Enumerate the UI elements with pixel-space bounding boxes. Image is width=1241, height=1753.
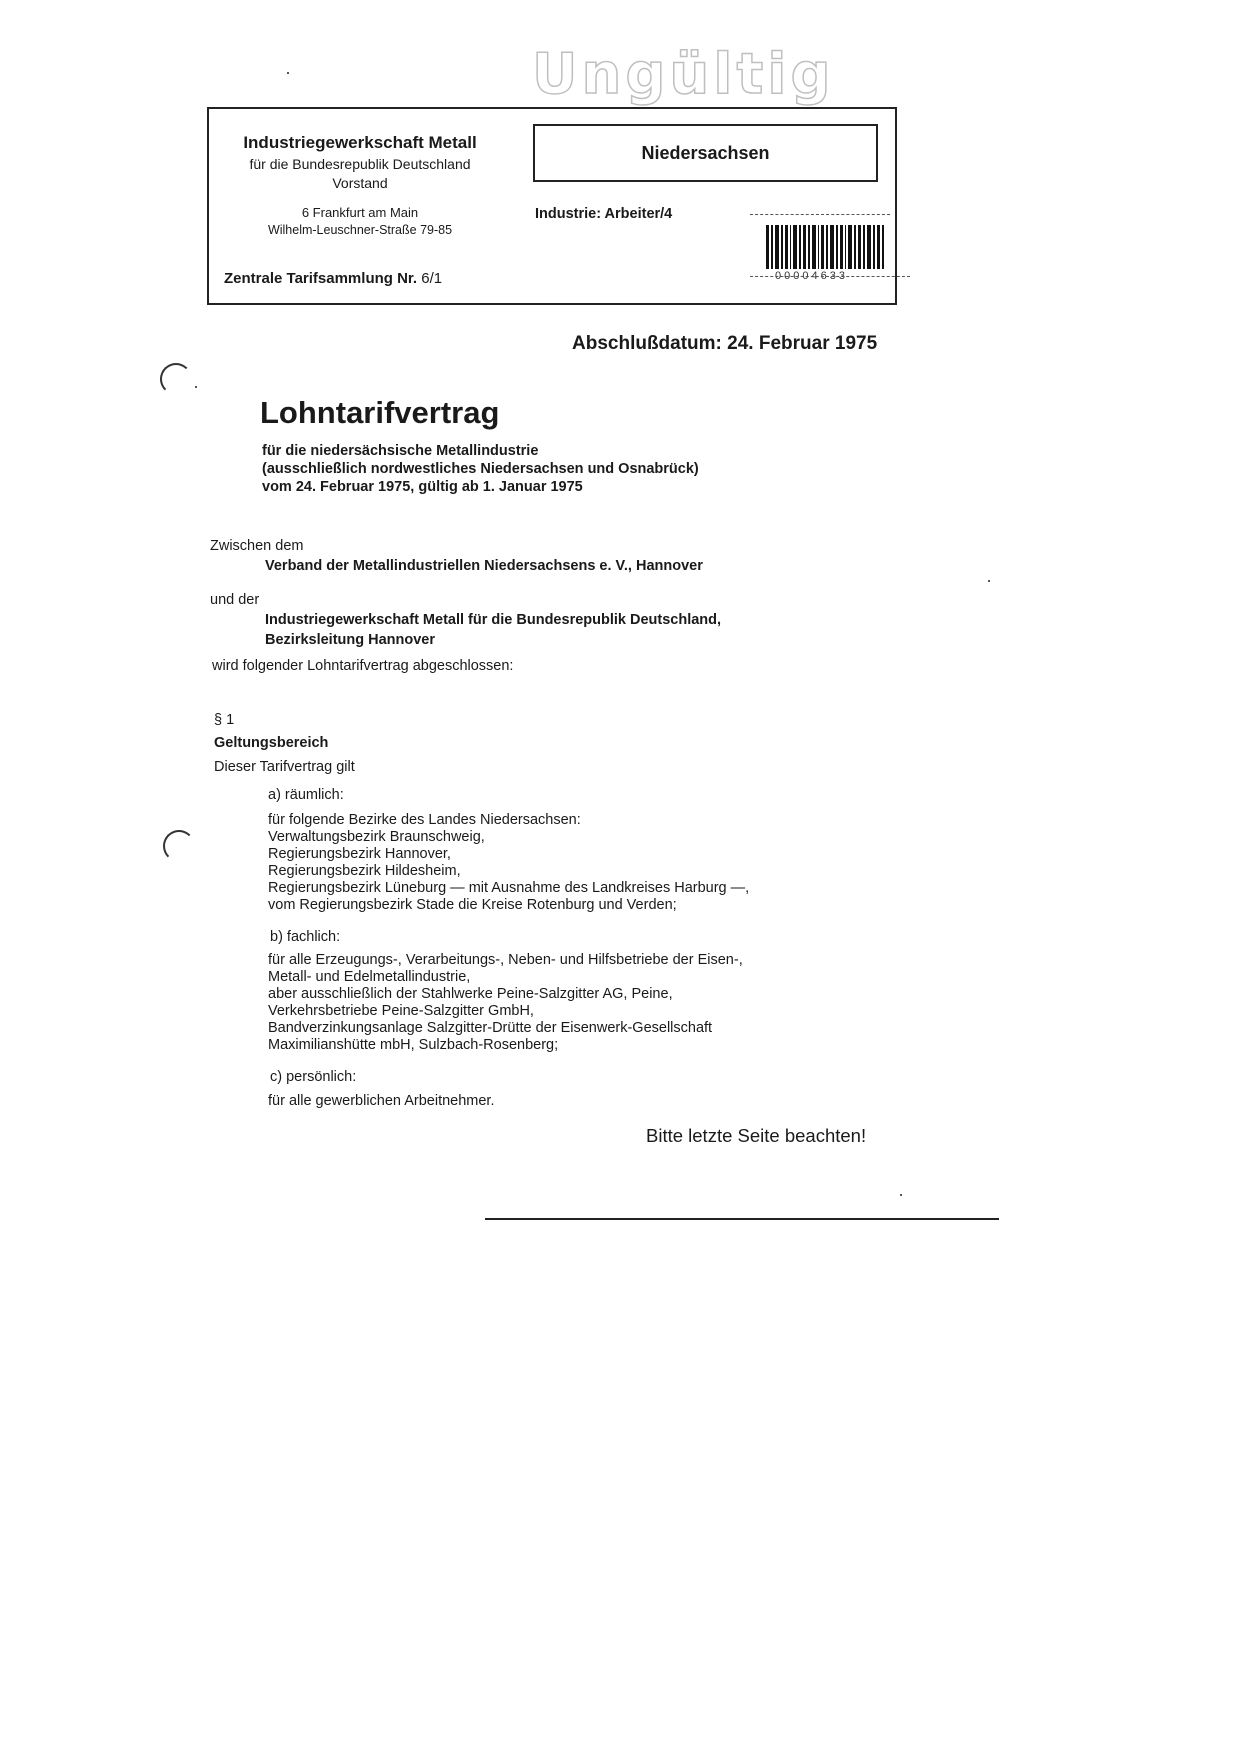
clause-a-body: [268, 812, 749, 914]
region-label: Niedersachsen: [641, 142, 770, 163]
subtitle-line: (ausschließlich nordwestliches Niedersachsen und Osnabrück): [262, 461, 699, 477]
clause-line: Verkehrsbetriebe Peine-Salzgitter GmbH,: [268, 1003, 534, 1019]
verband-name: Verband der Metallindustriellen Niedersachsens e. V., Hannover: [265, 558, 703, 574]
punch-hole-icon: [160, 363, 192, 395]
dashed-rule-top: [750, 214, 890, 215]
region-box: [533, 124, 878, 182]
abschluss-datum: Abschlußdatum: 24. Februar 1975: [572, 333, 878, 354]
clause-line: aber ausschließlich der Stahlwerke Peine-Salzgitter AG, Peine,: [268, 986, 673, 1002]
tarif-sammlung: [224, 270, 442, 287]
barcode-icon: [766, 225, 884, 269]
clause-line: für alle Erzeugungs-, Verarbeitungs-, Neben- und Hilfsbetriebe der Eisen-,: [268, 952, 743, 968]
clause-line: Regierungsbezirk Hannover,: [268, 846, 451, 862]
speck: [900, 1194, 902, 1196]
und-der-label: und der: [210, 592, 260, 608]
document-title: Lohntarifvertrag: [260, 395, 500, 430]
punch-hole-icon: [163, 830, 195, 862]
clause-line: für alle gewerblichen Arbeitnehmer.: [268, 1093, 495, 1109]
speck: [287, 72, 289, 74]
igm-line-1: Industriegewerkschaft Metall für die Bundesrepublik Deutschland,: [265, 612, 722, 628]
speck: [988, 580, 990, 582]
igm-line-2: Bezirksleitung Hannover: [265, 632, 436, 648]
abgeschlossen-text: wird folgender Lohntarifvertrag abgeschlossen:: [212, 658, 514, 674]
tarif-number: 6/1: [421, 270, 443, 287]
clause-line: vom Regierungsbezirk Stade die Kreise Rotenburg und Verden;: [268, 897, 677, 913]
clause-line: Regierungsbezirk Hildesheim,: [268, 863, 461, 879]
clause-b-label: b) fachlich:: [270, 929, 341, 945]
clause-line: Metall- und Edelmetallindustrie,: [268, 969, 471, 985]
org-name: Industriegewerkschaft Metall: [243, 133, 477, 152]
industrie-label: Industrie: Arbeiter/4: [535, 206, 673, 222]
clause-a-label: a) räumlich:: [268, 787, 344, 803]
subtitle-line: für die niedersächsische Metallindustrie: [262, 443, 539, 459]
header-box-tick: [895, 270, 897, 298]
section-heading: Geltungsbereich: [214, 735, 329, 751]
zwischen-label: Zwischen dem: [210, 538, 304, 554]
dashed-rule-bottom: [750, 276, 910, 277]
footer-note: Bitte letzte Seite beachten!: [646, 1125, 867, 1146]
clause-line: Regierungsbezirk Lüneburg — mit Ausnahme des Landkreises Harburg —,: [268, 880, 750, 896]
document-subtitle: [262, 442, 699, 496]
org-line-2: Vorstand: [332, 175, 388, 191]
ungueltig-stamp: Ungültig: [532, 42, 835, 107]
section-intro: Dieser Tarifvertrag gilt: [214, 759, 355, 775]
address-line-1: 6 Frankfurt am Main: [301, 205, 419, 220]
clause-c-label: c) persönlich:: [270, 1069, 357, 1085]
clause-line: Bandverzinkungsanlage Salzgitter-Drütte der Eisenwerk-Gesellschaft: [268, 1020, 713, 1036]
section-number: § 1: [214, 712, 235, 728]
subtitle-line: vom 24. Februar 1975, gültig ab 1. Januar 1975: [262, 479, 583, 495]
bottom-rule: [485, 1218, 999, 1220]
org-block: [210, 133, 510, 237]
tarif-label: Zentrale Tarifsammlung Nr.: [224, 270, 418, 287]
clause-line: Verwaltungsbezirk Braunschweig,: [268, 829, 485, 845]
address-line-2: Wilhelm-Leuschner-Straße 79-85: [267, 223, 453, 237]
clause-line: für folgende Bezirke des Landes Niedersachsen:: [268, 812, 581, 828]
barcode-number: 00004633: [775, 270, 848, 282]
clause-line: Maximilianshütte mbH, Sulzbach-Rosenberg;: [268, 1037, 559, 1053]
clause-c-body: [268, 1093, 495, 1110]
speck: [195, 386, 197, 388]
clause-b-body: [268, 952, 743, 1054]
org-line-1: für die Bundesrepublik Deutschland: [249, 156, 471, 172]
